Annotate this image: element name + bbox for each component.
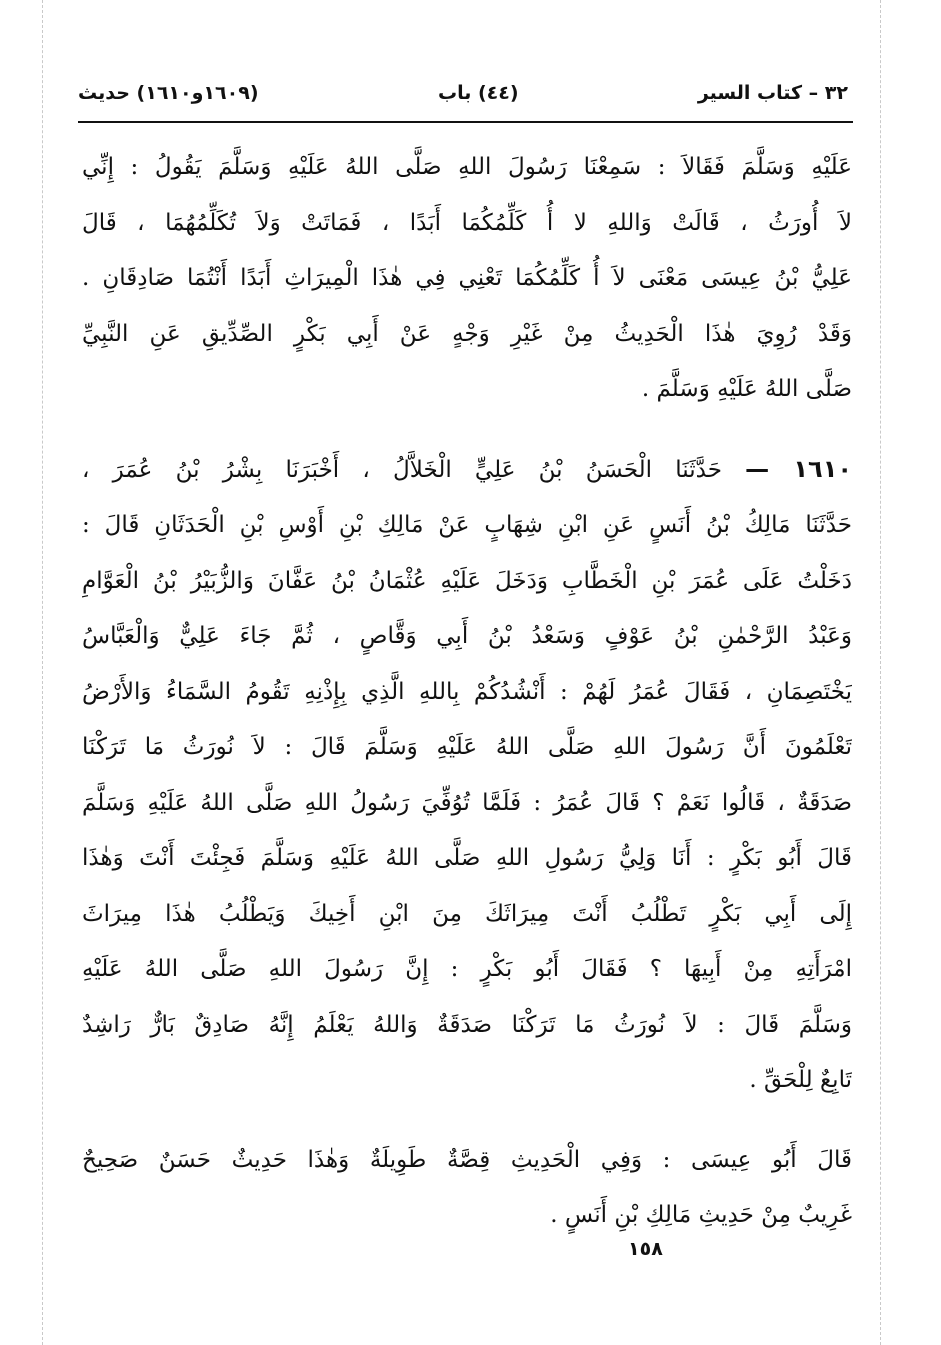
text-line: امْرَأَتِهِ مِنْ أَبِيهَا ؟ فَقَالَ أَبُو بَكْرٍ : إِنَّ رَسُولَ اللهِ صَلَّى اللهُ عَلَيْهِ: [82, 956, 852, 982]
text-line: حَدَّثَنَا الْحَسَنُ بْنُ عَلِيٍّ الْخَلاَّلُ ، أَخْبَرَنَا بِشْرُ بْنُ عُمَرَ ،: [82, 456, 722, 483]
text-line: عَلَيْهِ وَسَلَّمَ فَقَالاَ : سَمِعْنَا رَسُولَ اللهِ صَلَّى اللهُ عَلَيْهِ وَسَلَّمَ يَقُولُ : إِنِّي: [82, 154, 852, 180]
hadith-number: ١٦١٠ —: [745, 454, 852, 483]
paragraph-gap: [82, 418, 852, 442]
running-header: [78, 78, 848, 118]
text-line: إِلَى أَبِي بَكْرٍ تَطْلُبُ أَنْتَ مِيرَاثَكَ مِنَ ابْنِ أَخِيكَ وَيَطْلُبُ هٰذَا مِيرَاثَ: [82, 900, 852, 927]
header-section: (٤٤) باب: [438, 82, 519, 104]
text-line: يَخْتَصِمَانِ ، فَقَالَ عُمَرُ لَهُمْ : أَنْشُدُكُمْ بِاللهِ الَّذِي بِإِذْنِهِ تَقُومُ السَّمَاءُ وَالأَرْضُ: [82, 678, 852, 705]
text-line: قَالَ أَبُو عِيسَى : وَفِي الْحَدِيثِ قِصَّةٌ طَوِيلَةٌ وَهٰذَا حَدِيثٌ حَسَنٌ صَحِيحٌ: [82, 1146, 852, 1173]
text-line: قَالَ أَبُو بَكْرٍ : أَنَا وَلِيُّ رَسُولِ اللهِ صَلَّى اللهُ عَلَيْهِ وَسَلَّمَ فَجِئْتَ أَنْتَ وَهٰذَا: [82, 845, 852, 871]
text-line: دَخَلْتُ عَلَى عُمَرَ بْنِ الْخَطَّابِ وَدَخَلَ عَلَيْهِ عُثْمَانُ بْنُ عَفَّانَ وَالزُّبَيْرُ بْنُ الْعَوَّامِ: [82, 567, 852, 594]
page-number: ١٥٨: [628, 1238, 663, 1260]
paragraph-gap: [82, 1109, 852, 1133]
text-line: تَعْلَمُونَ أَنَّ رَسُولَ اللهِ صَلَّى اللهُ عَلَيْهِ وَسَلَّمَ قَالَ : لاَ نُورَثُ مَا تَرَكْنَا: [82, 734, 852, 760]
text-line: صَلَّى اللهُ عَلَيْهِ وَسَلَّمَ .: [641, 376, 852, 402]
header-chapter: ٣٢ – كتاب السير: [697, 82, 848, 104]
header-rule: [78, 121, 853, 123]
text-line-hadith-start: [82, 442, 852, 499]
scan-guide-line-right: [880, 0, 881, 1345]
text-line: حَدَّثَنَا مَالِكُ بْنُ أَنَسٍ عَنِ ابْنِ شِهَابٍ عَنْ مَالِكِ بْنِ أَوْسِ بْنِ الْحَدَثَانِ قَالَ :: [82, 512, 852, 538]
text-line: وَعَبْدُ الرَّحْمٰنِ بْنُ عَوْفٍ وَسَعْدُ بْنُ أَبِي وَقَّاصٍ ، ثُمَّ جَاءَ عَلِيٌّ وَالْعَبَّاسُ: [82, 623, 852, 649]
text-line: صَدَقَةٌ ، قَالُوا نَعَمْ ؟ قَالَ عُمَرُ : فَلَمَّا تُوُفِّيَ رَسُولُ اللهِ صَلَّى اللهُ عَلَيْهِ وَسَلَّمَ: [82, 789, 852, 816]
text-line: عَلِيُّ بْنُ عِيسَى مَعْنَى لاَ أُ كَلِّمُكُمَا تَعْنِي فِي هٰذَا الْمِيرَاثِ أَبَدًا أَنْتُمَا صَادِقَانِ .: [82, 265, 852, 291]
text-line: وَسَلَّمَ قَالَ : لاَ نُورَثُ مَا تَرَكْنَا صَدَقَةٌ وَاللهُ يَعْلَمُ إِنَّهُ صَادِقٌ بَارٌّ رَاشِدٌ: [82, 1011, 852, 1038]
main-text: [82, 140, 852, 1244]
text-line: غَرِيبٌ مِنْ حَدِيثِ مَالِكِ بْنِ أَنَسٍ .: [550, 1202, 852, 1228]
scan-guide-line-left: [42, 0, 43, 1345]
text-line: وَقَدْ رُوِيَ هٰذَا الْحَدِيثُ مِنْ غَيْرِ وَجْهٍ عَنْ أَبِي بَكْرٍ الصِّدِّيقِ عَنِ النَّبِيِّ: [82, 320, 852, 347]
text-line: تَابِعٌ لِلْحَقِّ .: [749, 1067, 852, 1093]
text-line: لاَ أُورَثُ ، قَالَتْ وَاللهِ لا أُ كَلِّمُكُمَا أَبَدًا ، فَمَاتَتْ وَلاَ تُكَلِّمُهُمَا ، قَالَ: [82, 209, 852, 236]
header-hadith-range: (١٦٠٩و١٦١٠) حديث: [78, 82, 259, 104]
